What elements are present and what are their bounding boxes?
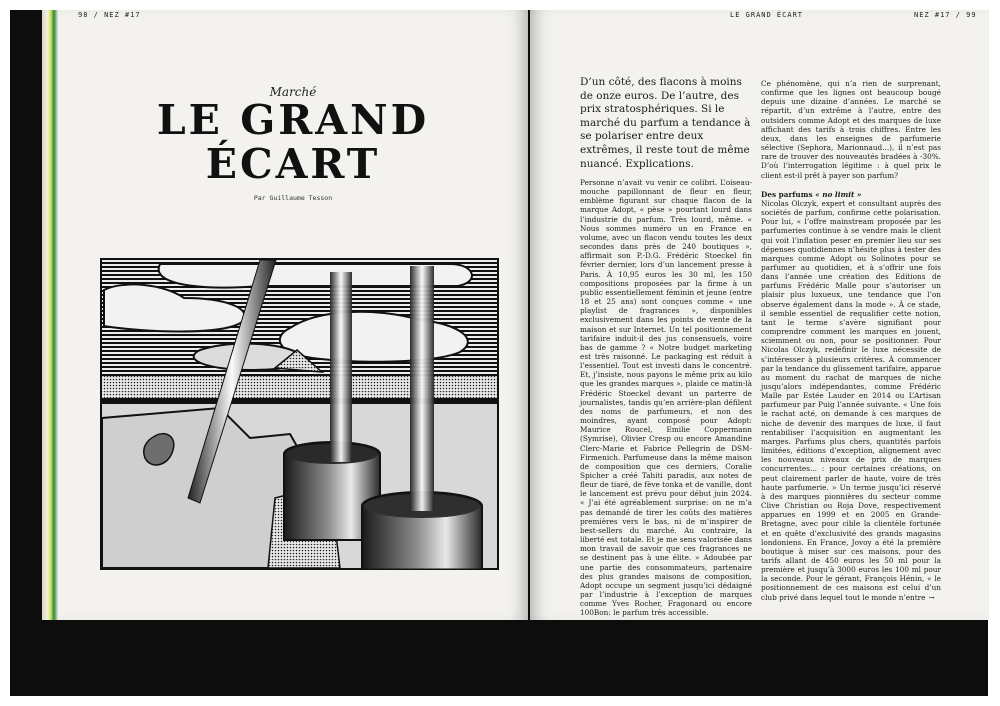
article-illustration [100, 258, 499, 570]
headline-line-2: ÉCART [205, 140, 381, 188]
column-2-body [761, 199, 941, 602]
subhead-italic: « no limit » [815, 189, 862, 199]
article-headline [58, 98, 528, 186]
section-subhead [761, 190, 941, 199]
section-label: Marché [269, 85, 317, 99]
right-folio-number: NEZ #17 / 99 [914, 11, 977, 19]
article-intro: D’un côté, des flacons à moins de onze euros. De l’autre, des prix stratosphériques. Si le marché du parfum a tendance à se polariser entre deux extrêmes, il reste tout de même nuancé. Explications. [580, 76, 751, 170]
column-2-intro: Ce phénomène, qui n’a rien de surprenant, confirme que les lignes ont beaucoup bougé depuis une dizaine d’années. Le marché se répartit, d’un extrême à l’autre, entre des outsiders comme Adopt et des marques de luxe affichant des tarifs à trois chiffres. Entre les deux, dans les enseignes de parfumerie sélective (Sephora, Marionnaud...), il n’est pas rare de trouver des nouveautés bradées à -30%. D’où l’interrogation légitime : à quel prix le client est-il prêt à payer son parfum? [761, 79, 941, 180]
text-column-2 [761, 79, 941, 602]
continue-arrow: → [928, 592, 935, 602]
column-2-body-text: Nicolas Olczyk, expert et consultant auprès des sociétés de parfum, confirme cette polarisation. Pour lui, « l’offre mainstream proposée par les parfumeries continue à se vendre mais le client qui voit l’inflation peser en premier lieu sur ses dépenses quotidiennes n’hésite plus à tester des marques comme Adopt ou Solinotes pour se parfumer au quotidien, et à s’offrir une fois dans l’année une création des Editions de parfums Frédéric Malle pour s’autoriser un plaisir plus luxueux, une tendance que l’on observe également dans la mode ». À ce stade, il semble essentiel de requalifier cette notion, tant le terme s’avère signifiant pour comprendre comment les marques en jouent, sciemment ou non, pour se positionner. Pour Nicolas Olczyk, redéfinir le luxe nécessite de s’intéresser à plusieurs critères. À commencer par la tendance du glissement tarifaire, apparue au moment du rachat de marques de niche jusqu’alors indépendantes, comme Frédéric Malle par Estée Lauder en 2014 ou L’Artisan parfumeur par Puig l’année suivante. « Une fois le rachat acté, on demande à ces marques de niche de devenir des marques de luxe, il faut rentabiliser l’acquisition en augmentant les marges. Parfums plus chers, quantités parfois limitées, éditions d’exception, alignement avec les nouveaux niveaux de prix de marques concurrentes... : pour certaines créations, on peut clairement parler de haute, voire de très haute parfumerie. » Un terme jusqu’ici réservé à des marques pionnières du secteur comme Clive Christian ou Roja Dove, respectivement apparues en 1999 et en 2005 en Grande-Bretagne, avec pour cible la clientèle fortunée et en quête d’exclusivité des grands magasins londoniens. En France, Jovoy a été la première boutique à miser sur ces maisons, pour des tarifs allant de 450 euros les 50 ml pour la première et jusqu’à 3000 euros les 100 ml pour la seconde. Pour le gérant, François Hénin, « le positionnement de ces maisons est celui d’un club privé dans lequel tout le monde n’entre [761, 198, 941, 602]
byline: Par Guillaume Tesson [253, 194, 333, 202]
right-folio-title: LE GRAND ÉCART [730, 11, 804, 19]
left-page [58, 10, 528, 620]
right-page [530, 10, 989, 620]
left-folio: 98 / NEZ #17 [78, 11, 141, 19]
column-1-body: Personne n’avait vu venir ce colibri. L’oiseau-mouche papillonnant de fleur en fleur, emblème figurant sur chaque flacon de la marque Adopt, « pèse » pourtant lourd dans l’industrie du parfum. Très lourd, même. « Nous sommes numéro un en France en volume, avec un flacon vendu toutes les deux secondes dans près de 240 boutiques », affirmait son P.-D.G. Frédéric Stoeckel fin février dernier, lors d’un lancement presse à Paris. À 10,95 euros les 30 ml, les 150 compositions proposées par la firme à un public essentiellement féminin et jeune (entre 18 et 25 ans) sont conçues comme « une playlist de fragrances », disponibles exclusivement dans les points de vente de la maison et sur Internet. Un tel positionnement tarifaire induit-il des jus consensuels, voire bas de gamme ? « Notre budget marketing est très raisonné. Le packaging est réduit à l’essentiel. Tout est investi dans le concentré. Et, j’insiste, nous payons le même prix au kilo que les grandes marques », plaide ce matin-là Frédéric Stoeckel devant un parterre de journalistes, tandis qu’en arrière-plan défilent des noms de parfumeurs, et non des moindres, ayant composé pour Adopt: Maurice Roucel, Emilie Coppermann (Symrise), Olivier Cresp ou encore Amandine Clerc-Marie et Fabrice Pellegrin de DSM-Firmenich. Parfumeuse dans la même maison de composition que ces derniers, Coralie Spicher a créé Tahiti paradis, aux notes de fleur de tiaré, de fève tonka et de vanille, dont le lancement est prévu pour début juin 2024. « J’ai été agréablement surprise: on ne m’a pas demandé de tirer les coûts des matières premières vers le bas, ni de m’inspirer de best-sellers du marché. Au contraire, la liberté est totale. Et je me sens valorisée dans mon travail de savoir que ces fragrances ne se destinent pas à une élite. » Adoubée par une partie des consommateurs, partenaire des plus grandes maisons de composition, Adopt occupe un segment jusqu’ici dédaigné par l’industrie à l’exception de marques comme Yves Rocher, Fragonard ou encore 100Bon: le parfum très accessible. [580, 178, 752, 618]
headline-line-1: LE GRAND [156, 96, 430, 144]
subhead-text: Des parfums [761, 189, 816, 199]
text-column-1 [580, 178, 752, 618]
book-spine-edge [42, 10, 58, 620]
